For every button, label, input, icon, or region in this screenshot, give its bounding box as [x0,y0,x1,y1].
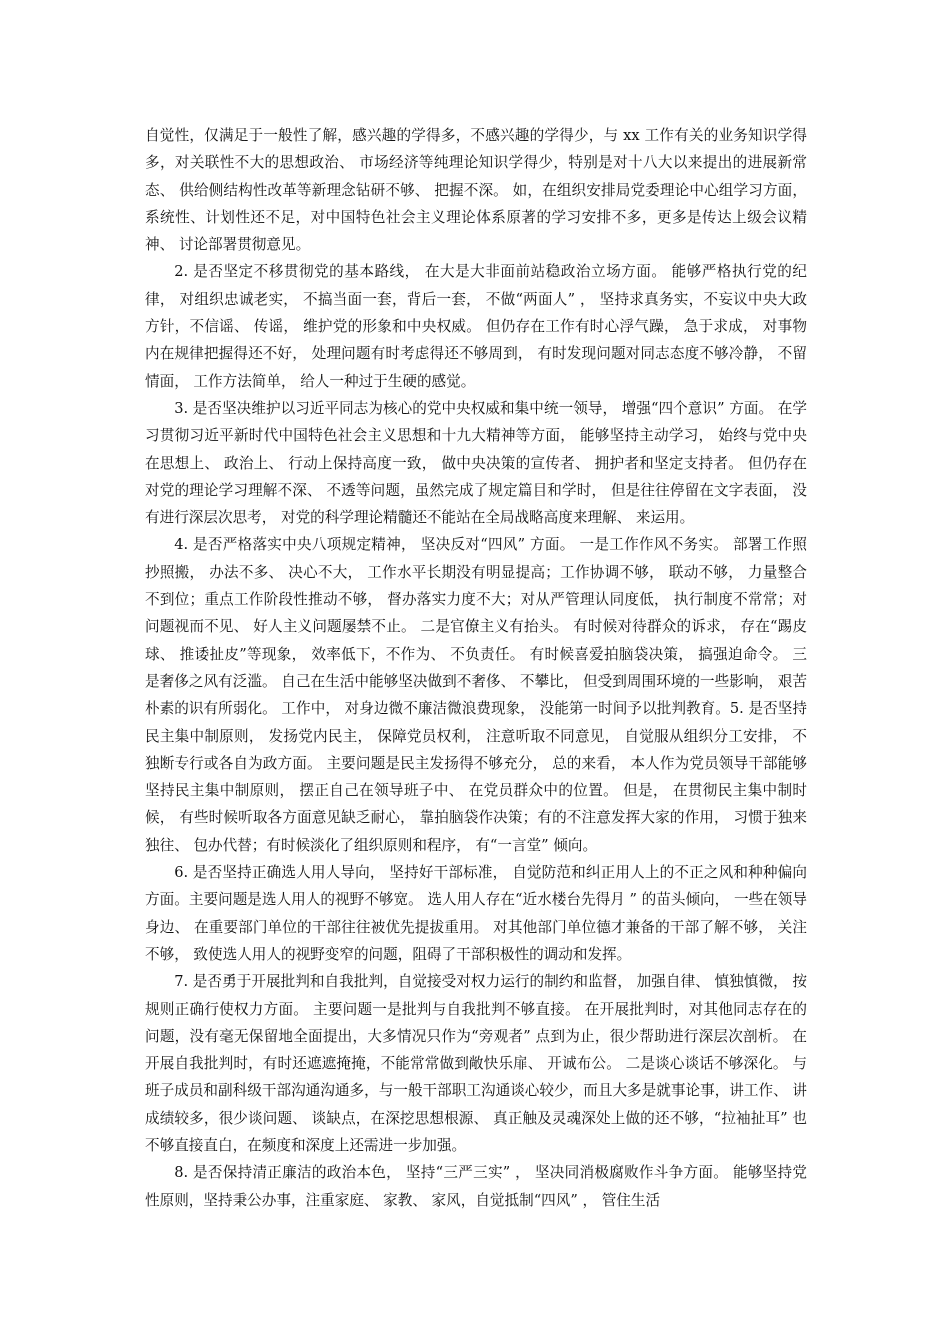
paragraph-item-3: 3. 是否坚决维护以习近平同志为核心的党中央权威和集中统一领导， 增强“四个意识” 方面。 在学习贯彻习近平新时代中国特色社会主义思想和十九大精神等方面， 能够坚持主动学习， 始终与党中央在思想上、 政治上、 行动上保持高度一致， 做中央决策的宣传者、 拥护者和坚定支持者。 但仍存在对党的理论学习理解不深、 不透等问题，虽然完成了规定篇目和学时， 但是往往停留在文字表面， 没有进行深层次思考， 对党的科学理论精髓还不能站在全局战略高度来理解、 来运用。 [145,399,807,527]
paragraph-item-8: 8. 是否保持清正廉洁的政治本色， 坚持“三严三实” ， 坚决同消极腐败作斗争方面。 能够坚持党性原则，坚持秉公办事，注重家庭、 家教、 家风，自觉抵制“四风” ， 管住生活 [145,1164,807,1209]
document-body [145,122,807,1214]
paragraph-item-7: 7. 是否勇于开展批判和自我批判，自觉接受对权力运行的制约和监督， 加强自律、 慎独慎微， 按规则正确行使权力方面。 主要问题一是批判与自我批判不够直接。 在开展批判时，对其他同志存在的问题，没有毫无保留地全面提出，大多情况只作为“旁观者” 点到为止，很少帮助进行深层次剖析。 在开展自我批判时，有时还遮遮掩掩，不能常常做到敞快乐扉、 开诚布公。 二是谈心谈话不够深化。 与班子成员和副科级干部沟通沟通多，与一般干部职工沟通谈心较少，而且大多是就事论事，讲工作、 讲成绩较多，很少谈问题、 谈缺点，在深挖思想根源、 真正触及灵魂深处上做的还不够，“拉袖扯耳” 也不够直接直白，在频度和深度上还需进一步加强。 [145,973,807,1154]
paragraph-item-4: 4. 是否严格落实中央八项规定精神， 坚决反对“四风” 方面。 一是工作作风不务实。 部署工作照抄照搬， 办法不多、 决心不大， 工作水平长期没有明显提高；工作协调不够， 联动不够， 力量整合不到位；重点工作阶段性推动不够， 督办落实力度不大；对从严管理认同度低， 执行制度不常常；对问题视而不见、 好人主义问题屡禁不止。 二是官僚主义有抬头。 有时候对待群众的诉求， 存在“踢皮球、 推诿扯皮”等现象， 效率低下，不作为、 不负责任。 有时候喜爱拍脑袋决策， 搞强迫命令。 三是奢侈之风有泛滥。 自己在生活中能够坚决做到不奢侈、 不攀比， 但受到周围环境的一些影响， 艰苦朴素的识有所弱化。 工作中， 对身边微不廉洁微浪费现象， 没能第一时间予以批判教育。5. 是否坚持民主集中制原则， 发扬党内民主， 保障党员权利， 注意听取不同意见， 自觉服从组织分工安排， 不独断专行或各自为政方面。 主要问题是民主发扬得不够充分， 总的来看， 本人作为党员领导干部能够坚持民主集中制原则， 摆正自己在领导班子中、 在党员群众中的位置。 但是， 在贯彻民主集中制时候， 有些时候听取各方面意见缺乏耐心， 靠拍脑袋作决策；有的不注意发挥大家的作用， 习惯于独来独往、 包办代替；有时候淡化了组织原则和程序， 有“一言堂” 倾向。 [145,536,807,854]
paragraph-item-6: 6. 是否坚持正确选人用人导向， 坚持好干部标准， 自觉防范和纠正用人上的不正之风和种种偏向方面。主要问题是选人用人的视野不够宽。 选人用人存在“近水楼台先得月 ” 的苗头倾向， 一些在领导身边、 在重要部门单位的干部往往被优先提拔重用。 对其他部门单位德才兼备的干部了解不够， 关注不够， 致使选人用人的视野变窄的问题，阻碍了干部积极性的调动和发挥。 [145,864,807,963]
paragraph-continuation: 自觉性，仅满足于一般性了解，感兴趣的学得多，不感兴趣的学得少，与 xx 工作有关的业务知识学得多，对关联性不大的思想政治、 市场经济等纯理论知识学得少，特别是对十八大以来提出的进展新常态、 供给侧结构性改革等新理念钻研不够、 把握不深。 如，在组织安排局党委理论中心组学习方面，系统性、计划性还不足，对中国特色社会主义理论体系原著的学习安排不多，更多是传达上级会议精神、 讨论部署贯彻意见。 [145,127,807,254]
paragraph-item-2: 2. 是否坚定不移贯彻党的基本路线， 在大是大非面前站稳政治立场方面。 能够严格执行党的纪律， 对组织忠诚老实， 不搞当面一套，背后一套， 不做“两面人” ， 坚持求真务实，不妄议中央大政方针，不信谣、 传谣， 维护党的形象和中央权威。 但仍存在工作有时心浮气躁， 急于求成， 对事物内在规律把握得还不好， 处理问题有时考虑得还不够周到， 有时发现问题对同志态度不够冷静， 不留情面， 工作方法简单， 给人一种过于生硬的感觉。 [145,263,807,390]
